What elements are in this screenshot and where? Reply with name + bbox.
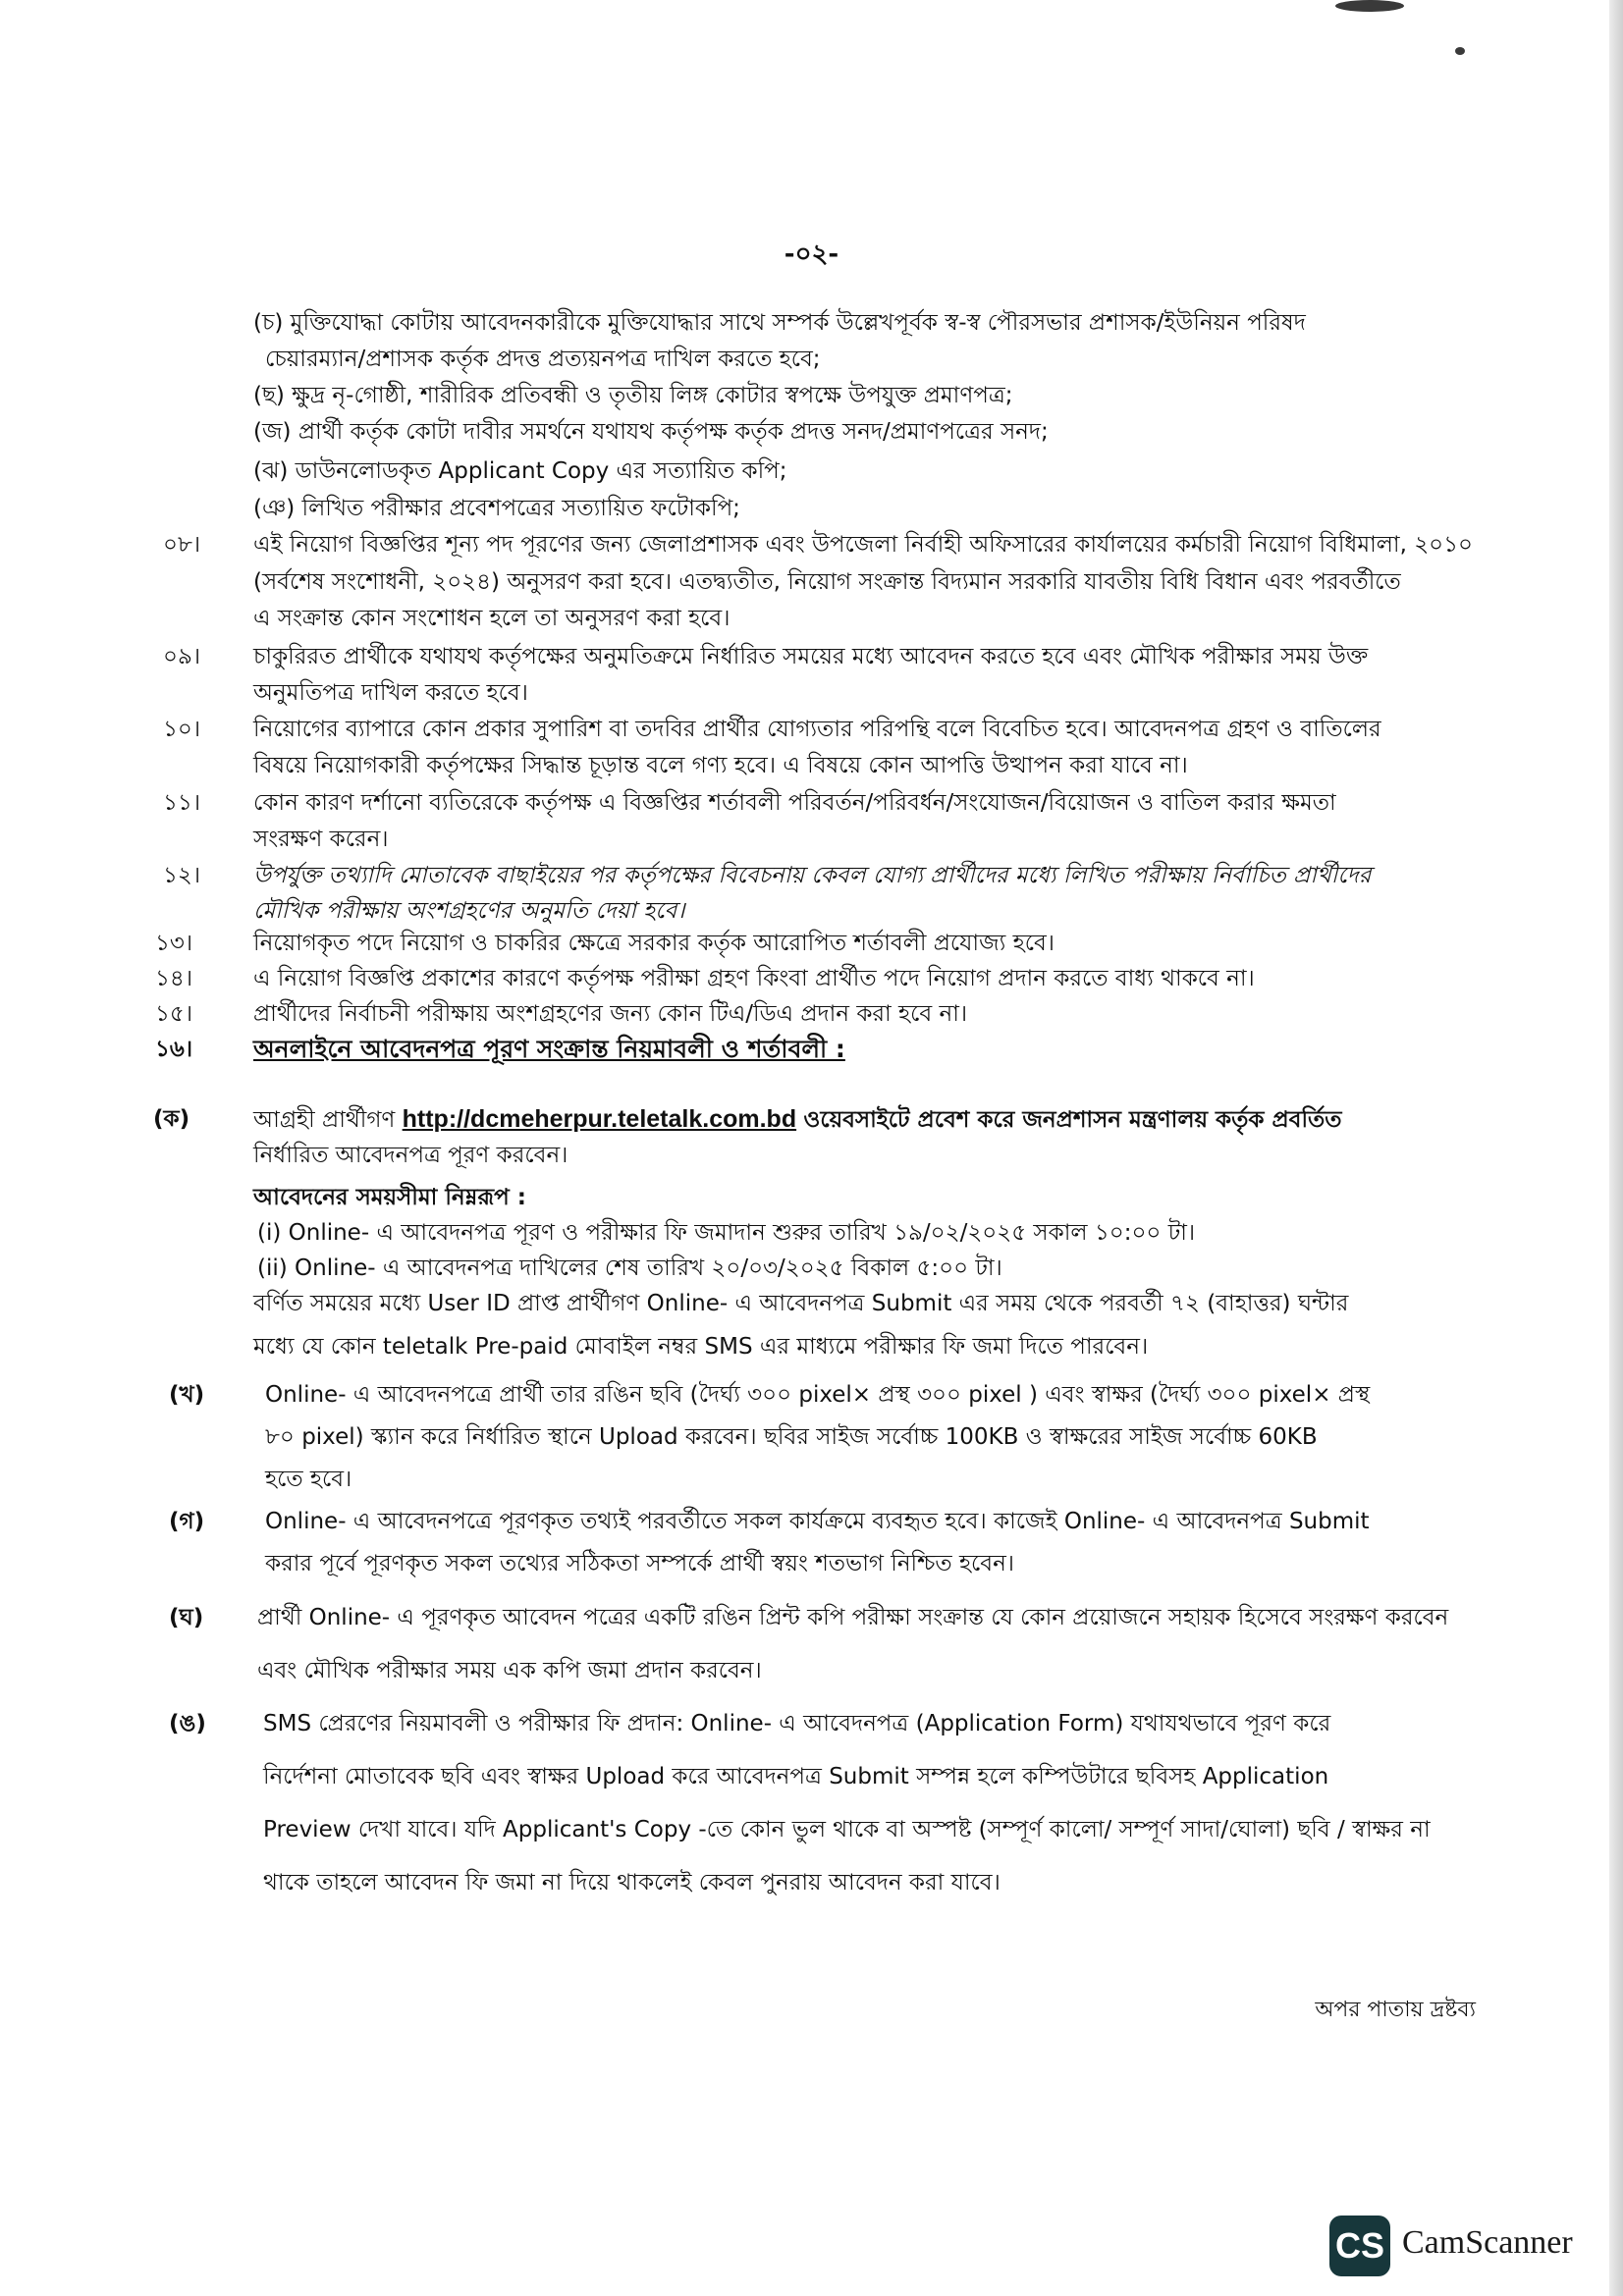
ka-line1-pre: আগ্রহী প্রার্থীগণ bbox=[253, 1107, 396, 1133]
scan-smudge bbox=[1455, 47, 1465, 55]
uma-line1: SMS প্রেরণের নিয়মাবলী ও পরীক্ষার ফি প্রদান: Online- এ আবেদনপত্র (Application Form) যথাযথভাবে পূরণ করে bbox=[263, 1711, 1331, 1736]
item-number: ১৩। bbox=[155, 931, 193, 956]
ka-line1 bbox=[253, 1103, 1342, 1136]
sub-item-label: (গ) bbox=[169, 1509, 205, 1534]
item-11-line2: সংরক্ষণ করেন। bbox=[253, 827, 389, 852]
camscanner-logo-icon: CS bbox=[1329, 2216, 1390, 2276]
ka-line2: নির্ধারিত আবেদনপত্র পূরণ করবেন। bbox=[253, 1143, 568, 1168]
item-08-line1: এই নিয়োগ বিজ্ঞপ্তির শূন্য পদ পূরণের জন্য জেলাপ্রশাসক এবং উপজেলা নির্বাহী অফিসারের কার্যালয়ের কর্মচারী নিয়োগ বিধিমালা, ২০১০ bbox=[253, 532, 1473, 558]
kha-line3: হতে হবে। bbox=[265, 1467, 352, 1492]
item-08-line2: (সর্বশেষ সংশোধনী, ২০২৪) অনুসরণ করা হবে। এতদ্ব্যতীত, নিয়োগ সংক্রান্ত বিদ্যমান সরকারি যাবতীয় বিধি বিধান এবং পরবর্তীতে bbox=[253, 569, 1401, 595]
page-number: -০২- bbox=[784, 240, 839, 269]
ga-line2: করার পূর্বে পূরণকৃত সকল তথ্যের সঠিকতা সম্পর্কে প্রার্থী স্বয়ং শতভাগ নিশ্চিত হবেন। bbox=[265, 1551, 1015, 1576]
kha-line1: Online- এ আবেদনপত্রে প্রার্থী তার রঙিন ছবি (দৈর্ঘ্য ৩০০ pixel× প্রস্থ ৩০০ pixel ) এবং স্বাক্ষর (দৈর্ঘ্য ৩০০ pixel× প্রস্থ bbox=[265, 1382, 1371, 1408]
sub-item-label: (ঘ) bbox=[169, 1605, 204, 1630]
item-number: ১১। bbox=[163, 790, 201, 816]
continued-note: অপর পাতায় দ্রষ্টব্য bbox=[1315, 1998, 1476, 2022]
sub-item-label: (ঙ) bbox=[169, 1711, 206, 1736]
sub-item-label: (খ) bbox=[169, 1382, 205, 1408]
scan-smudge bbox=[1335, 0, 1404, 12]
kha-line2: ৮০ pixel) স্ক্যান করে নির্ধারিত স্থানে Upload করবেন। ছবির সাইজ সর্বোচ্চ 100KB ও স্বাক্ষরের সাইজ সর্বোচ্চ 60KB bbox=[265, 1424, 1318, 1450]
uma-line4: থাকে তাহলে আবেদন ফি জমা না দিয়ে থাকলেই কেবল পুনরায় আবেদন করা যাবে। bbox=[263, 1870, 1001, 1896]
item-09-line2: অনুমতিপত্র দাখিল করতে হবে। bbox=[253, 680, 528, 706]
camscanner-watermark: CamScanner bbox=[1402, 2224, 1573, 2261]
schedule-i: (i) Online- এ আবেদনপত্র পূরণ ও পরীক্ষার ফি জমাদান শুরুর তারিখ ১৯/০২/২০২৫ সকাল ১০:০০ টা। bbox=[257, 1220, 1196, 1246]
item-cha-line1: (চ) মুক্তিযোদ্ধা কোটায় আবেদনকারীকে মুক্তিযোদ্ধার সাথে সম্পর্ক উল্লেখপূর্বক স্ব-স্ব পৌরসভার প্রশাসক/ইউনিয়ন পরিষদ bbox=[253, 310, 1306, 336]
uma-line3: Preview দেখা যাবে। যদি Applicant's Copy -তে কোন ভুল থাকে বা অস্পষ্ট (সম্পূর্ণ কালো/ সম্পূর্ণ সাদা/ঘোলা) ছবি / স্বাক্ষর না bbox=[263, 1817, 1431, 1842]
item-number: ১৪। bbox=[155, 966, 193, 991]
item-number: ১৫। bbox=[155, 1001, 193, 1027]
gha-line1: প্রার্থী Online- এ পূরণকৃত আবেদন পত্রের একটি রঙিন প্রিন্ট কপি পরীক্ষা সংক্রান্ত যে কোন প্রয়োজনে সহায়ক হিসেবে সংরক্ষণ করবেন bbox=[257, 1605, 1449, 1630]
uma-line2: নির্দেশনা মোতাবেক ছবি এবং স্বাক্ষর Upload করে আবেদনপত্র Submit সম্পন্ন হলে কম্পিউটারে ছবিসহ Application bbox=[263, 1764, 1329, 1789]
item-number: ০৯। bbox=[163, 644, 201, 669]
item-10-line2: বিষয়ে নিয়োগকারী কর্তৃপক্ষের সিদ্ধান্ত চূড়ান্ত বলে গণ্য হবে। এ বিষয়ে কোন আপত্তি উত্থাপন করা যাবে না। bbox=[253, 753, 1188, 778]
item-ja: (জ) প্রার্থী কর্তৃক কোটা দাবীর সমর্থনে যথাযথ কর্তৃপক্ষ কর্তৃক প্রদত্ত সনদ/প্রমাণপত্রের সনদ; bbox=[253, 419, 1049, 445]
item-12-line2: মৌখিক পরীক্ষায় অংশগ্রহণের অনুমতি দেয়া হবে। bbox=[253, 898, 685, 924]
ka-line1-post: ওয়েবসাইটে প্রবেশ করে জনপ্রশাসন মন্ত্রণালয় কর্তৃক প্রবর্তিত bbox=[803, 1107, 1342, 1133]
ga-line1: Online- এ আবেদনপত্রে পূরণকৃত তথ্যই পরবর্তীতে সকল কার্যক্রমে ব্যবহৃত হবে। কাজেই Online- এ আবেদনপত্র Submit bbox=[265, 1509, 1370, 1534]
sms-line2: মধ্যে যে কোন teletalk Pre-paid মোবাইল নম্বর SMS এর মাধ্যমে পরীক্ষার ফি জমা দিতে পারবেন। bbox=[253, 1334, 1149, 1360]
item-chha: (ছ) ক্ষুদ্র নৃ-গোষ্ঠী, শারীরিক প্রতিবন্ধী ও তৃতীয় লিঙ্গ কোটার স্বপক্ষে উপযুক্ত প্রমাণপত্র; bbox=[253, 383, 1013, 408]
item-09-line1: চাকুরিরত প্রার্থীকে যথাযথ কর্তৃপক্ষের অনুমতিক্রমে নির্ধারিত সময়ের মধ্যে আবেদন করতে হবে এবং মৌখিক পরীক্ষার সময় উক্ত bbox=[253, 644, 1369, 669]
scan-edge bbox=[1609, 0, 1623, 2296]
item-08-line3: এ সংক্রান্ত কোন সংশোধন হলে তা অনুসরণ করা হবে। bbox=[253, 606, 730, 631]
item-10-line1: নিয়োগের ব্যাপারে কোন প্রকার সুপারিশ বা তদবির প্রার্থীর যোগ্যতার পরিপন্থি বলে বিবেচিত হবে। আবেদনপত্র গ্রহণ ও বাতিলের bbox=[253, 717, 1381, 742]
sub-item-label: (ক) bbox=[153, 1106, 190, 1132]
item-nya: (ঞ) লিখিত পরীক্ষার প্রবেশপত্রের সত্যায়িত ফটোকপি; bbox=[253, 496, 740, 521]
schedule-title: আবেদনের সময়সীমা নিম্নরূপ : bbox=[253, 1185, 526, 1210]
item-15: প্রার্থীদের নির্বাচনী পরীক্ষায় অংশগ্রহণের জন্য কোন টিএ/ডিএ প্রদান করা হবে না। bbox=[253, 1001, 968, 1027]
item-jha: (ঝ) ডাউনলোডকৃত Applicant Copy এর সত্যায়িত কপি; bbox=[253, 458, 787, 484]
item-14: এ নিয়োগ বিজ্ঞপ্তি প্রকাশের কারণে কর্তৃপক্ষ পরীক্ষা গ্রহণ কিংবা প্রার্থীত পদে নিয়োগ প্রদান করতে বাধ্য থাকবে না। bbox=[253, 966, 1255, 991]
sms-line1: বর্ণিত সময়ের মধ্যে User ID প্রাপ্ত প্রার্থীগণ Online- এ আবেদনপত্র Submit এর সময় থেকে পরবর্তী ৭২ (বাহাত্তর) ঘন্টার bbox=[253, 1291, 1349, 1316]
item-12-line1: উপর্যুক্ত তথ্যাদি মোতাবেক বাছাইয়ের পর কর্তৃপক্ষের বিবেচনায় কেবল যোগ্য প্রার্থীদের মধ্যে লিখিত পরীক্ষায় নির্বাচিত প্রার্থীদের bbox=[253, 863, 1372, 888]
item-number: ১২। bbox=[163, 863, 201, 888]
item-number: ১৬। bbox=[155, 1037, 193, 1062]
item-13: নিয়োগকৃত পদে নিয়োগ ও চাকরির ক্ষেত্রে সরকার কর্তৃক আরোপিত শর্তাবলী প্রযোজ্য হবে। bbox=[253, 931, 1055, 956]
item-number: ১০। bbox=[163, 717, 201, 742]
schedule-ii: (ii) Online- এ আবেদনপত্র দাখিলের শেষ তারিখ ২০/০৩/২০২৫ বিকাল ৫:০০ টা। bbox=[257, 1255, 1002, 1281]
gha-line2: এবং মৌখিক পরীক্ষার সময় এক কপি জমা প্রদান করবেন। bbox=[257, 1658, 762, 1683]
item-11-line1: কোন কারণ দর্শানো ব্যতিরেকে কর্তৃপক্ষ এ বিজ্ঞপ্তির শর্তাবলী পরিবর্তন/পরিবর্ধন/সংযোজন/বিয়োজন ও বাতিল করার ক্ষমতা bbox=[253, 790, 1336, 816]
website-link[interactable]: http://dcmeherpur.teletalk.com.bd bbox=[402, 1105, 797, 1133]
item-cha-line2: চেয়ারম্যান/প্রশাসক কর্তৃক প্রদত্ত প্রত্যয়নপত্র দাখিল করতে হবে; bbox=[265, 347, 821, 372]
item-number: ০৮। bbox=[163, 532, 201, 558]
online-rules-heading: অনলাইনে আবেদনপত্র পূরণ সংক্রান্ত নিয়মাবলী ও শর্তাবলী : bbox=[253, 1035, 845, 1063]
